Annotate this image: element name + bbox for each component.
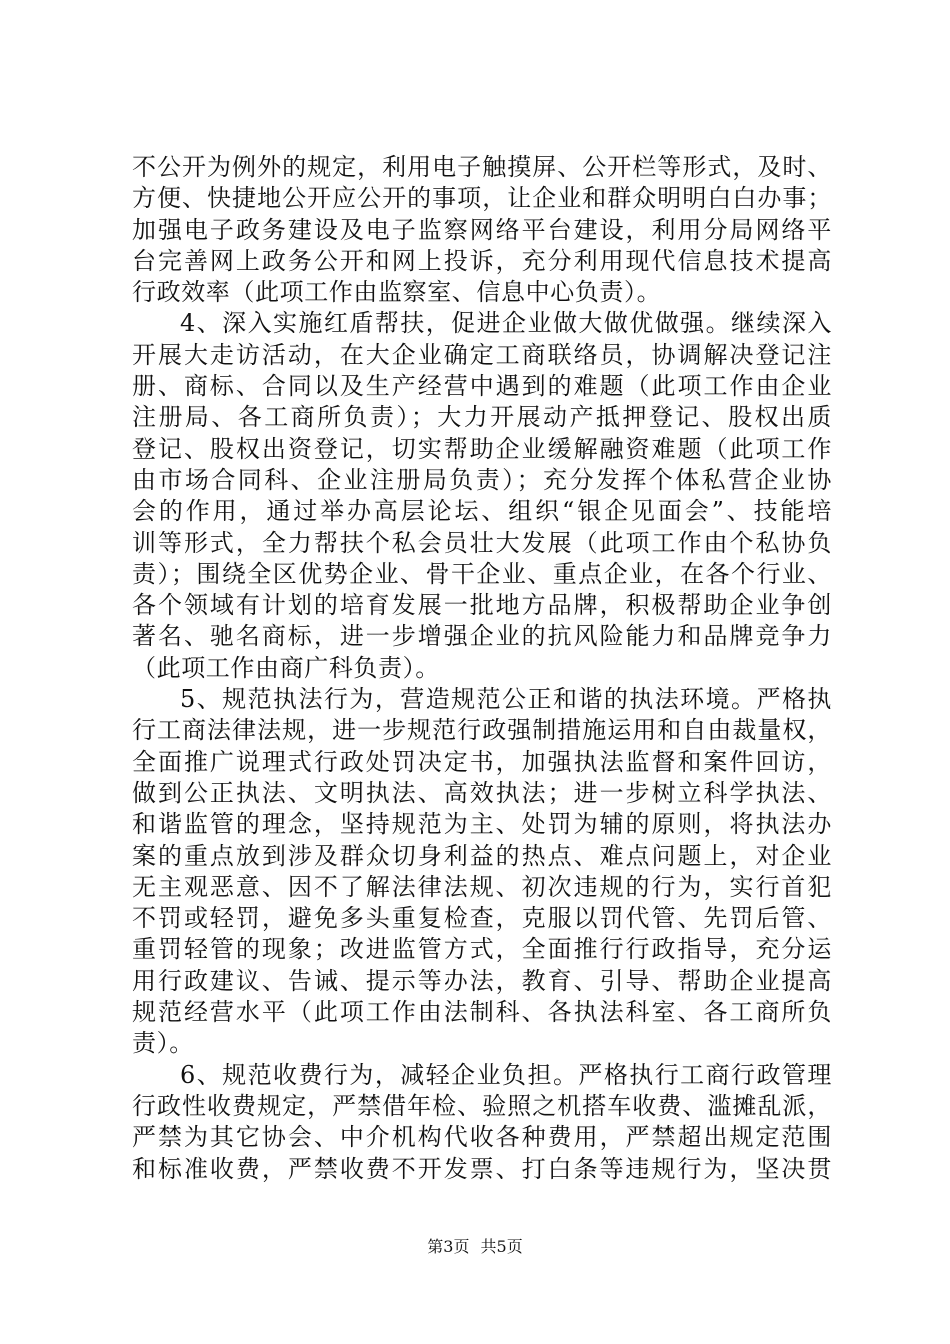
body-line-31: 行政性收费规定，严禁借年检、验照之机搭车收费、滥摊乱派， — [132, 1091, 832, 1120]
body-line-9: 注册局、各工商所负责）；大力开展动产抵押登记、股权出质 — [132, 403, 832, 432]
body-line-28: 规范经营水平（此项工作由法制科、各执法科室、各工商所负 — [132, 998, 832, 1027]
body-line-15: 各个领域有计划的培育发展一批地方品牌，积极帮助企业争创 — [132, 591, 832, 620]
body-line-12: 会的作用，通过举办高层论坛、组织“银企见面会”、技能培 — [132, 497, 832, 526]
body-line-2: 方便、快捷地公开应公开的事项，让企业和群众明明白白办事； — [132, 184, 832, 213]
paragraph-6-heading-line: 6、规范收费行为，减轻企业负担。严格执行工商行政管理 — [180, 1060, 832, 1089]
body-line-29: 责）。 — [132, 1029, 194, 1058]
body-line-5: 行政效率（此项工作由监察室、信息中心负责）。 — [132, 278, 662, 307]
body-line-17: （此项工作由商广科负责）。 — [132, 653, 440, 682]
body-line-7: 开展大走访活动，在大企业确定工商联络员，协调解决登记注 — [132, 340, 832, 369]
body-line-32: 严禁为其它协会、中介机构代收各种费用，严禁超出规定范围 — [132, 1123, 832, 1152]
body-line-21: 做到公正执法、文明执法、高效执法；进一步树立科学执法、 — [132, 778, 832, 807]
body-line-24: 无主观恶意、因不了解法律法规、初次违规的行为，实行首犯 — [132, 872, 832, 901]
body-line-8: 册、商标、合同以及生产经营中遇到的难题（此项工作由企业 — [132, 372, 832, 401]
body-line-11: 由市场合同科、企业注册局负责）；充分发挥个体私营企业协 — [132, 465, 832, 494]
body-line-20: 全面推广说理式行政处罚决定书，加强执法监督和案件回访， — [132, 747, 832, 776]
body-line-23: 案的重点放到涉及群众切身利益的热点、难点问题上，对企业 — [132, 841, 832, 870]
body-line-33: 和标准收费，严禁收费不开发票、打白条等违规行为，坚决贯 — [132, 1154, 832, 1183]
body-line-16: 著名、驰名商标，进一步增强企业的抗风险能力和品牌竞争力 — [132, 622, 832, 651]
document-body — [132, 152, 832, 1185]
body-line-19: 行工商法律法规，进一步规范行政强制措施运用和自由裁量权， — [132, 716, 832, 745]
body-line-22: 和谐监管的理念，坚持规范为主、处罚为辅的原则，将执法办 — [132, 810, 832, 839]
body-line-4: 台完善网上政务公开和网上投诉，充分利用现代信息技术提高 — [132, 246, 832, 275]
body-line-10: 登记、股权出资登记，切实帮助企业缓解融资难题（此项工作 — [132, 434, 832, 463]
page-number-current: 第3页 — [427, 1237, 470, 1256]
paragraph-4-heading-line: 4、深入实施红盾帮扶，促进企业做大做优做强。继续深入 — [180, 309, 832, 338]
page-footer — [0, 1236, 950, 1258]
body-line-1: 不公开为例外的规定，利用电子触摸屏、公开栏等形式，及时、 — [132, 153, 832, 181]
body-line-25: 不罚或轻罚，避免多头重复检查，克服以罚代管、先罚后管、 — [132, 904, 832, 933]
body-line-14: 责）；围绕全区优势企业、骨干企业、重点企业，在各个行业、 — [132, 559, 832, 588]
body-line-26: 重罚轻管的现象；改进监管方式，全面推行行政指导，充分运 — [132, 935, 832, 964]
body-line-13: 训等形式，全力帮扶个私会员壮大发展（此项工作由个私协负 — [132, 528, 832, 557]
paragraph-5-heading-line: 5、规范执法行为，营造规范公正和谐的执法环境。严格执 — [180, 685, 832, 714]
body-line-27: 用行政建议、告诫、提示等办法，教育、引导、帮助企业提高 — [132, 966, 832, 995]
body-line-3: 加强电子政务建设及电子监察网络平台建设，利用分局网络平 — [132, 215, 832, 244]
page-number-total: 共5页 — [480, 1237, 523, 1256]
